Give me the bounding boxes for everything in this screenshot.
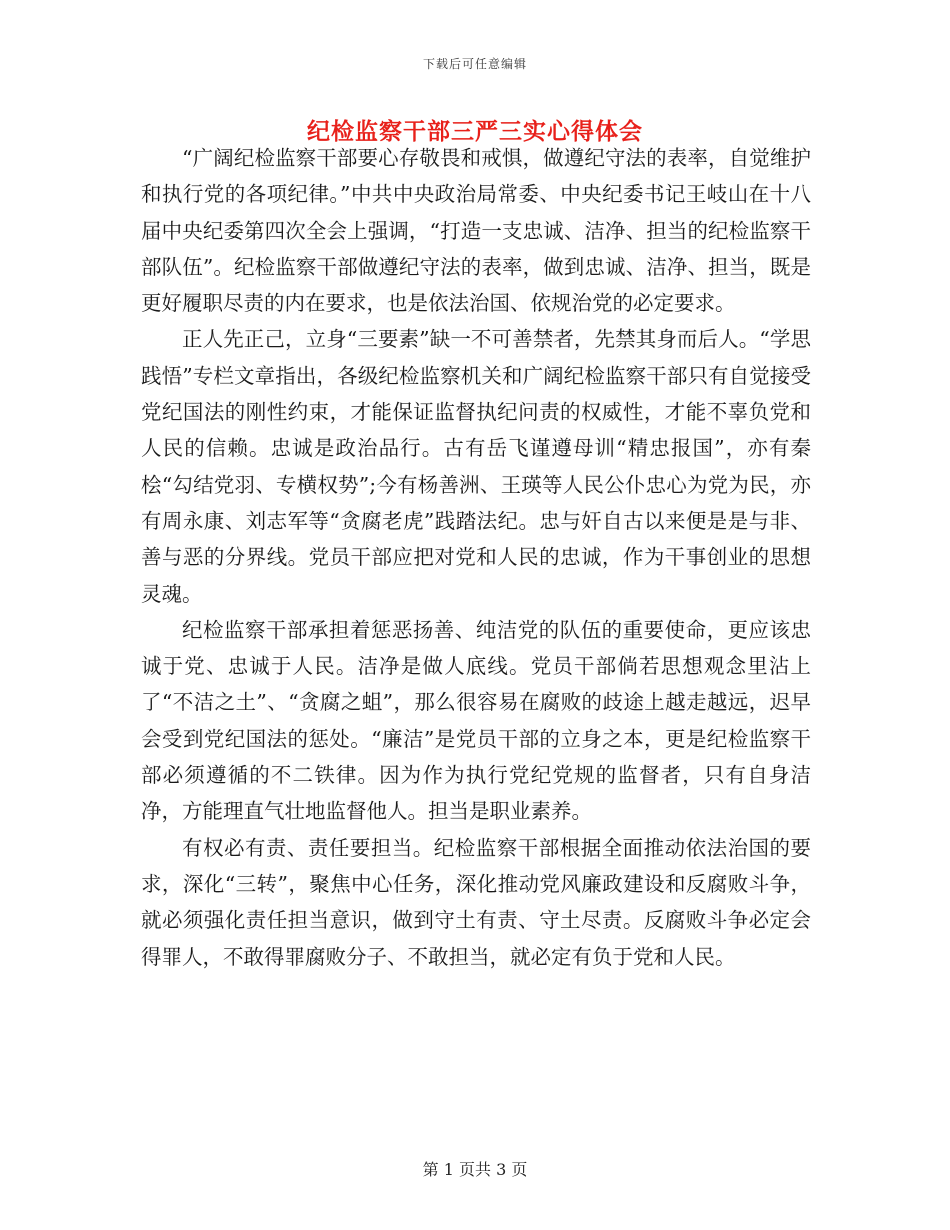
document-body [141,140,811,975]
document-title: 纪检监察干部三严三实心得体会 [307,119,643,145]
paragraph-1: “广阔纪检监察干部要心存敬畏和戒惧，做遵纪守法的表率，自觉维护和执行党的各项纪律。”中共中央政治局常委、中央纪委书记王岐山在十八届中央纪委第四次全会上强调，“打造一支忠诚、洁净、担当的纪检监察干部队伍”。纪检监察干部做遵纪守法的表率，做到忠诚、洁净、担当，既是更好履职尽责的内在要求，也是依法治国、依规治党的必定要求。 [141,146,811,316]
paragraph-3: 纪检监察干部承担着惩恶扬善、纯洁党的队伍的重要使命，更应该忠诚于党、忠诚于人民。洁净是做人底线。党员干部倘若思想观念里沾上了“不洁之土”、“贪腐之蛆”，那么很容易在腐败的歧途上越走越远，迟早会受到党纪国法的惩处。“廉洁”是党员干部的立身之本，更是纪检监察干部必须遵循的不二铁律。因为作为执行党纪党规的监督者，只有自身洁净，方能理直气壮地监督他人。担当是职业素养。 [141,617,811,824]
paragraph-4: 有权必有责、责任要担当。纪检监察干部根据全面推动依法治国的要求，深化“三转”，聚焦中心任务，深化推动党风廉政建设和反腐败斗争，就必须强化责任担当意识，做到守土有责、守土尽责。反腐败斗争必定会得罪人，不敢得罪腐败分子、不敢担当，就必定有负于党和人民。 [141,835,811,969]
header-note: 下载后可任意编辑 [422,57,527,71]
page-number: 第 1 页共 3 页 [422,1160,528,1179]
paragraph-2: 正人先正己，立身“三要素”缺一不可善禁者，先禁其身而后人。“学思践悟”专栏文章指出，各级纪检监察机关和广阔纪检监察干部只有自觉接受党纪国法的刚性约束，才能保证监督执纪问责的权威性，才能不辜负党和人民的信赖。忠诚是政治品行。古有岳飞谨遵母训“精忠报国”，亦有秦桧“勾结党羽、专横权势”;今有杨善洲、王瑛等人民公仆忠心为党为民，亦有周永康、刘志军等“贪腐老虎”践踏法纪。忠与奸自古以来便是是与非、善与恶的分界线。党员干部应把对党和人民的忠诚，作为干事创业的思想灵魂。 [141,327,811,606]
